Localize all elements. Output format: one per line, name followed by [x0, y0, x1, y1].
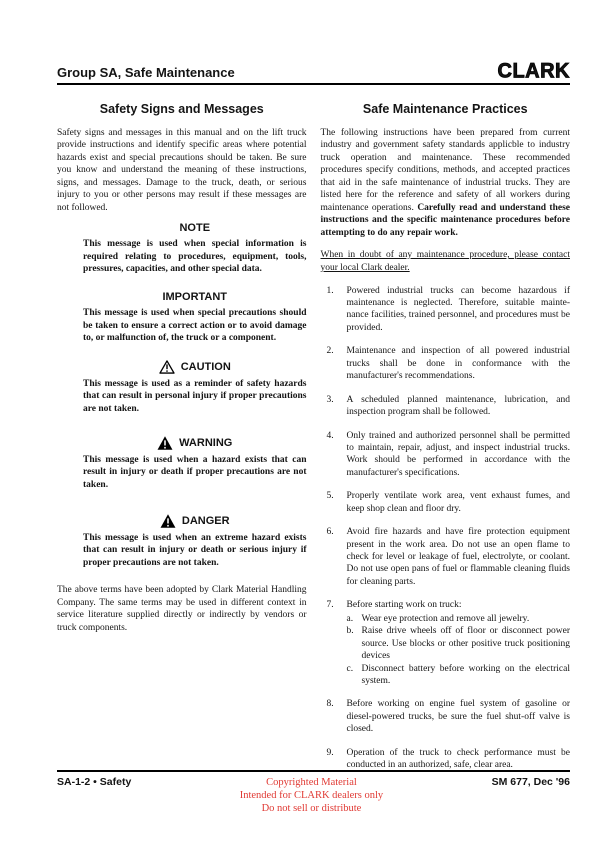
danger-text: This message is used when an extreme hazard exists that can result in injury or death or serious injury if proper precautions are not taken.: [83, 532, 307, 568]
warning-label: WARNING: [179, 436, 233, 449]
item-7-lead: Before starting work on truck:: [346, 600, 462, 611]
copyright-notice: [240, 776, 383, 815]
page-number: SA-1-2 • Safety: [57, 776, 132, 788]
list-item-4: [327, 430, 571, 480]
list-item-1: [327, 285, 571, 335]
sub-text: Raise drive wheels off of floor or disconnect power source. Use blocks or other positive truck positioning devices: [361, 626, 570, 662]
note-label: NOTE: [179, 222, 211, 235]
caution-text: This message is used as a reminder of safety hazards that can result in personal injury if proper precautions are not taken.: [83, 378, 307, 415]
sub-letter: a.: [346, 613, 354, 624]
list-item-8: [327, 698, 571, 735]
intro-normal-text: The following instructions have been prepared from current industry and government safety standards applicble to industry truck operation and maintenance. These recommended procedures specify conditions, methods, and accepted practices that aid in the safe maintenance of industrial trucks. They are listed here for the reference and safety of all workers during maintenance operations.: [320, 128, 570, 213]
terms-closing-paragraph: The above terms have been adopted by Clark Material Handling Company. The same terms may be used in different context in service literature supplied directly or indirectly by vendors or truck components.: [57, 585, 307, 633]
list-item-7: [327, 599, 571, 687]
note-text: This message is used when special information is required relating to procedures, equipment, tools, pressures, capacities, and other special data.: [83, 239, 307, 275]
left-column: [57, 102, 307, 783]
copyright-line-3: Do not sell or distribute: [261, 803, 362, 815]
warning-text: This message is used when a hazard exists that can result in injury or death if proper precautions are not taken.: [83, 454, 307, 490]
item-text: [347, 599, 571, 687]
sub-text: Disconnect battery before working on the electrical system.: [361, 663, 570, 686]
item-number: 4.: [326, 430, 334, 441]
item-number: 8.: [326, 699, 334, 710]
manual-reference: SM 677, Dec '96: [491, 776, 570, 788]
caution-block: [83, 360, 307, 416]
copyright-line-1: Copyrighted Material: [266, 777, 357, 788]
list-item-6: [327, 526, 571, 588]
clark-logo: CLARK: [497, 59, 570, 83]
danger-label: DANGER: [181, 514, 230, 527]
item-text: Properly ventilate work area, vent exhaust fumes, and keep shop clean and floor dry.: [346, 491, 570, 514]
item-text: Before working on engine fuel system of gasoline or diesel-powered trucks, be sure the fuel shut-off valve is closed.: [346, 699, 570, 735]
item-text: Operation of the truck to check performance must be conducted in an authorized, safe, clear area.: [346, 747, 570, 771]
copyright-line-2: Intended for CLARK dealers only: [239, 790, 384, 802]
page-header: [57, 59, 570, 85]
important-block: [83, 291, 307, 345]
list-item-2: [327, 345, 571, 382]
item-text: Only trained and authorized personnel shall be permitted to maintain, repair, adjust, and inspect industrial trucks. Work should be performed in accordance with the manufacturer's specifications.: [346, 430, 570, 478]
warning-heading: [83, 436, 307, 450]
caution-triangle-icon: [159, 360, 175, 374]
danger-heading: [83, 514, 307, 528]
list-item-5: [327, 490, 571, 515]
note-block: [83, 222, 307, 276]
list-item-3: [327, 394, 571, 419]
item-text: Powered industrial trucks can become hazardous if maintenance is neglected. Therefore, suitable mainte-nance facilities, trained personnel, and procedures must be provided.: [346, 285, 570, 333]
item-number: 6.: [326, 527, 334, 538]
caution-label: CAUTION: [180, 360, 231, 373]
item-number: 5.: [326, 491, 334, 502]
item-number: 3.: [326, 394, 334, 405]
left-column-heading: Safety Signs and Messages: [99, 102, 264, 116]
page-footer: [57, 770, 570, 815]
warning-block: [83, 436, 307, 492]
safety-intro-paragraph: Safety signs and messages in this manual and on the lift truck provide instructions and identify specific areas where potential hazards exist and special precautions should be taken. Be sure you know and understand the meaning of these instructions, signs, and messages. Damage to the truck, death, or serious injury to you or other persons may result if these messages are not followed.: [57, 128, 307, 213]
contact-dealer-note: When in doubt of any maintenance procedure, please contact your local Clark dealer.: [320, 249, 570, 273]
item-number: 2.: [326, 346, 334, 357]
item-text: Maintenance and inspection of all powered industrial trucks shall be done in conformance with the manufacturer's recommendations.: [346, 346, 570, 382]
sub-text: Wear eye protection and remove all jewelry.: [361, 613, 530, 624]
group-title: Group SA, Safe Maintenance: [57, 65, 235, 80]
item-number: 1.: [326, 285, 334, 296]
warning-triangle-icon: [157, 436, 173, 450]
sub-item-b: [347, 625, 571, 662]
item-number: 7.: [326, 600, 334, 611]
item-text: Avoid fire hazards and have fire protection equipment present in the work area. Do not use an open flame to check for level or leakage of fuel, electrolyte, or coolant. Do not use open pans of fuel or flammable cleaning fluids for cleaning parts.: [346, 527, 570, 587]
sub-item-c: [347, 663, 571, 688]
caution-heading: [83, 360, 307, 374]
right-column-heading: Safe Maintenance Practices: [362, 102, 528, 116]
list-item-9: [327, 747, 571, 772]
item-number: 9.: [326, 747, 334, 758]
right-column: [321, 102, 571, 783]
important-text: This message is used when special precautions should be taken to ensure a correct action or to avoid damage to, or malfunction of, the truck or a component.: [83, 307, 307, 344]
sub-letter: b.: [346, 626, 354, 637]
danger-block: [83, 514, 307, 570]
item-text: A scheduled planned maintenance, lubrication, and inspection program shall be followed.: [346, 394, 570, 418]
maintenance-intro-paragraph: [321, 127, 571, 239]
intro-bold-text: Carefully read and understand these instructions and the specific maintenance procedures before attempting to do any repair work.: [320, 202, 571, 238]
danger-triangle-icon: [160, 514, 176, 528]
sub-item-a: [347, 613, 571, 625]
sub-letter: c.: [346, 663, 354, 674]
important-label: IMPORTANT: [162, 290, 228, 303]
